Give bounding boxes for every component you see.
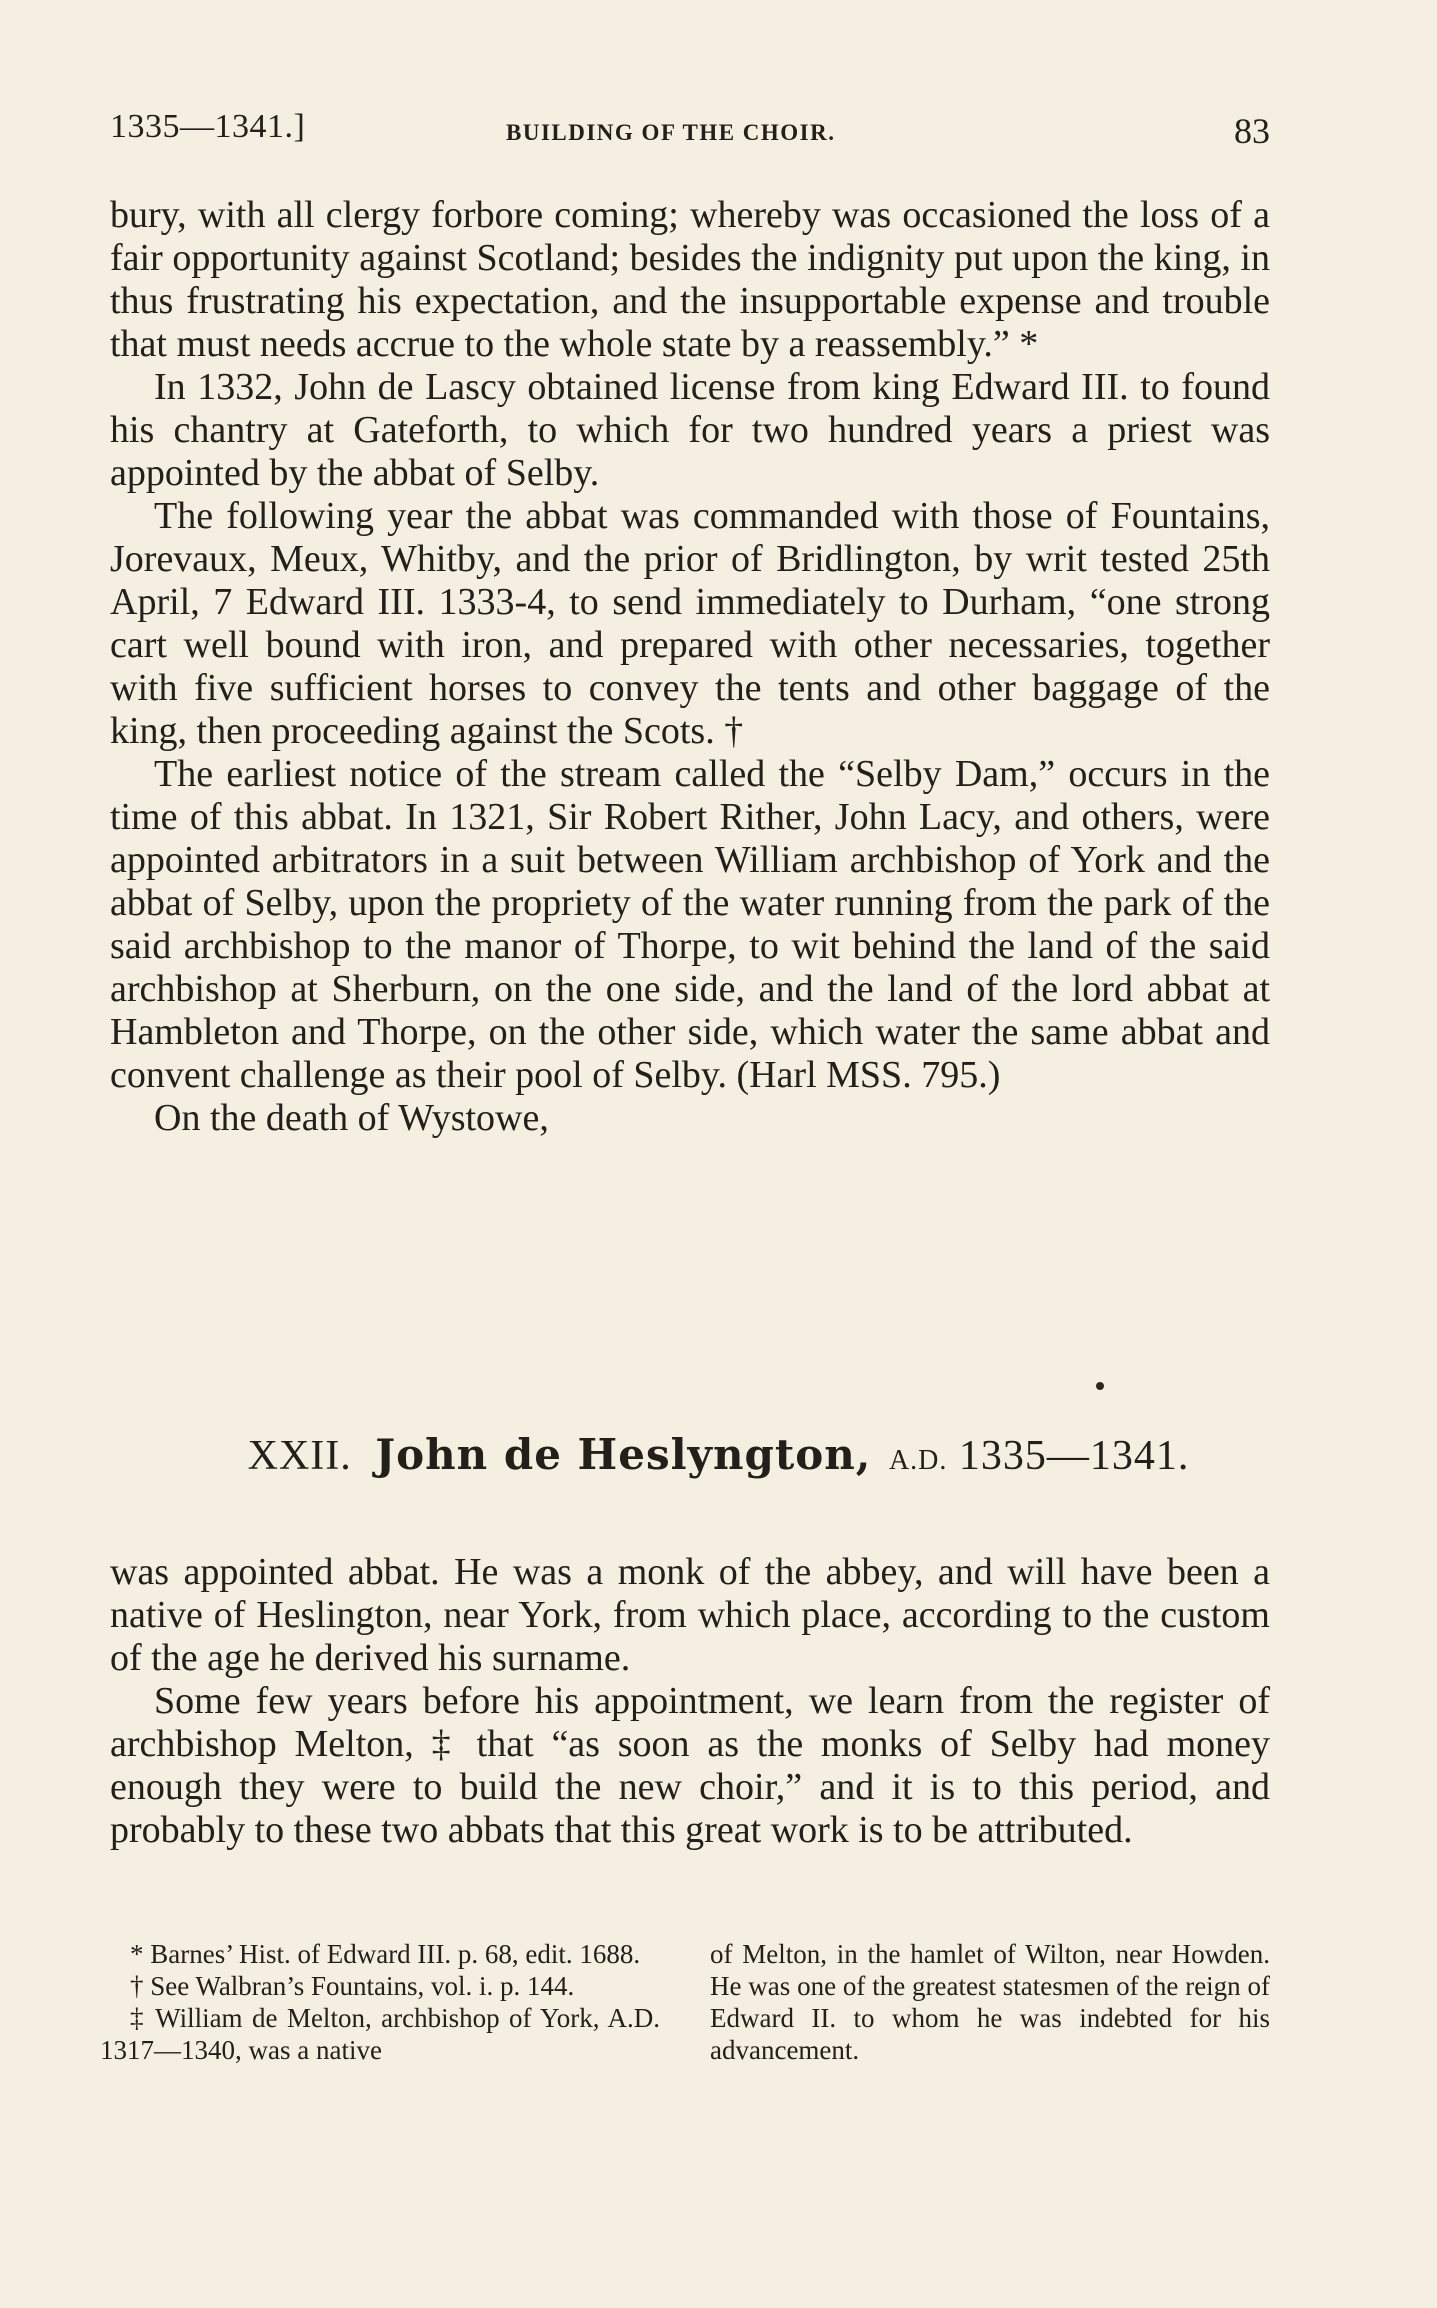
section-heading (0, 1430, 1437, 1480)
section-years: 1335—1341. (958, 1433, 1190, 1479)
paragraph: The earliest notice of the stream called the “Selby Dam,” occurs in the time of this abbat. In 1321, Sir Robert Rither, John Lacy, and others, were appointed arbitrators in a suit between William archbishop of York and the abbat of Selby, upon the propriety of the water running from the park of the said archbishop to the manor of Thorpe, to wit behind the land of the said archbishop at Sherburn, on the one side, and the land of the lord abbat at Hambleton and Thorpe, on the other side, which water the same abbat and convent challenge as their pool of Selby. (Harl MSS. 795.) (110, 753, 1270, 1096)
header-title: BUILDING OF THE CHOIR. (506, 120, 836, 145)
paragraph: On the death of Wystowe, (154, 1097, 549, 1139)
paragraph: The following year the abbat was commanded with those of Fountains, Jorevaux, Meux, Whitby, and the prior of Bridlington, by writ tested 25th April, 7 Edward III. 1333-4, to send immediately to Durham, “one strong cart well bound with iron, and prepared with other necessaries, together with five sufficient horses to convey the tents and other baggage of the king, then proceeding against the Scots. † (110, 495, 1270, 752)
footnote: † See Walbran’s Fountains, vol. i. p. 144. (130, 1971, 575, 2001)
header-date-range: 1335—1341.] (110, 108, 306, 145)
footnote: * Barnes’ Hist. of Edward III. p. 68, edit. 1688. (130, 1939, 641, 1969)
paragraph: bury, with all clergy forbore coming; whereby was occasioned the loss of a fair opportunity against Scotland; besides the indignity put upon the king, in thus frustrating his expectation, and the insupportable expense and trouble that must needs accrue to the whole state by a reassembly.” * (110, 194, 1270, 365)
page-number: 83 (1234, 111, 1270, 151)
body-text-upper (110, 194, 1270, 1140)
footnote-continuation: of Melton, in the hamlet of Wilton, near Howden. He was one of the greatest statesmen of the reign of Edward II. to whom he was indebted for his advancement. (710, 1939, 1270, 2065)
abbot-name: John de Heslyngton, (375, 1430, 872, 1479)
paragraph: was appointed abbat. He was a monk of the abbey, and will have been a native of Heslington, near York, from which place, according to the custom of the age he derived his surname. (110, 1551, 1270, 1679)
body-text-lower (110, 1551, 1270, 1852)
running-header (110, 108, 1270, 158)
footnotes-left-column (100, 1938, 660, 2066)
footnotes-right-column (710, 1938, 1270, 2066)
ornament-dot (1096, 1382, 1104, 1390)
paragraph: In 1332, John de Lascy obtained license from king Edward III. to found his chantry at Gateforth, to which for two hundred years a priest was appointed by the abbat of Selby. (110, 366, 1270, 494)
footnote: ‡ William de Melton, archbishop of York, A.D. 1317—1340, was a native (100, 2003, 660, 2065)
era-label: A.D. (888, 1445, 948, 1476)
section-numeral: XXII. (247, 1433, 352, 1479)
paragraph: Some few years before his appointment, we learn from the register of archbishop Melton, ‡ that “as soon as the monks of Selby had money enough they were to build the new choir,” and it is to this period, and probably to these two abbats that this great work is to be attributed. (110, 1680, 1270, 1851)
